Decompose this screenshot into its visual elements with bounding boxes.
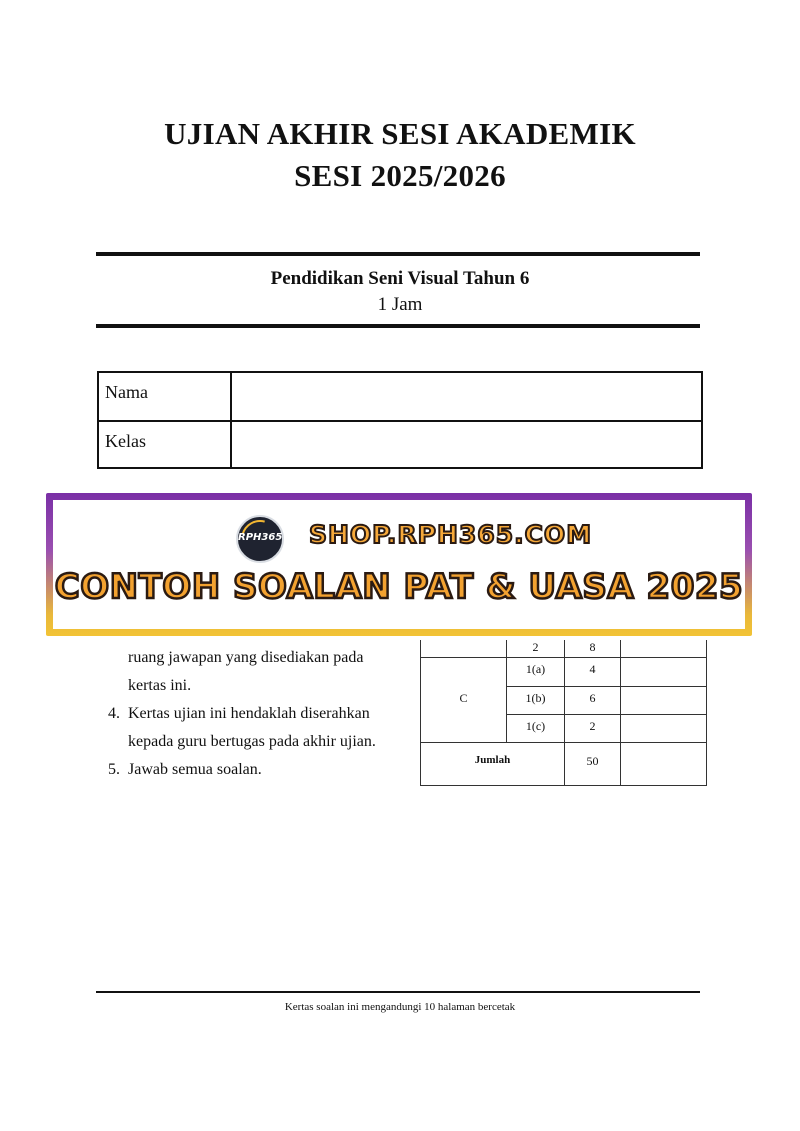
row-line (507, 686, 707, 687)
score-table (420, 640, 707, 786)
instruction-4-line2: kepada guru bertugas pada akhir ujian. (128, 733, 376, 750)
total-label: Jumlah (474, 754, 511, 766)
exam-duration: 1 Jam (377, 294, 423, 315)
instruction-4-line1: Kertas ujian ini hendaklah diserahkan (128, 705, 370, 722)
student-info-table (97, 371, 703, 469)
marks-cell: 6 (589, 691, 596, 705)
marks-cell: 4 (589, 662, 596, 676)
question-cell: 1(c) (525, 719, 546, 733)
subject-name: Pendidikan Seni Visual Tahun 6 (270, 268, 530, 289)
instruction-3-cont2: kertas ini. (128, 677, 192, 694)
logo-text: RPH365 (238, 532, 283, 543)
name-row (99, 373, 701, 420)
name-label: Nama (105, 382, 148, 402)
class-label: Kelas (105, 431, 146, 451)
instruction-4-number: 4. (108, 705, 120, 722)
marks-cell: 2 (589, 719, 596, 733)
instruction-5-number: 5. (108, 761, 120, 778)
question-cell: 1(a) (525, 662, 546, 676)
row-line (421, 657, 707, 658)
footer-rule (96, 991, 700, 993)
rph365-logo-icon (236, 515, 284, 563)
total-marks: 50 (586, 754, 599, 768)
marks-cell: 8 (589, 640, 596, 654)
question-cell: 1(b) (525, 691, 546, 705)
promo-banner[interactable] (46, 493, 752, 636)
instruction-5 (108, 756, 376, 784)
exam-title-line2: SESI 2025/2026 (294, 158, 506, 193)
column-divider (230, 373, 232, 420)
row-line (421, 742, 707, 743)
question-cell: 2 (532, 640, 539, 654)
column-divider (230, 422, 232, 469)
banner-headline: CONTOH SOALAN PAT & UASA 2025 (54, 567, 744, 607)
instruction-3-cont1: ruang jawapan yang disediakan pada (128, 649, 364, 666)
instruction-5-line1: Jawab semua soalan. (128, 761, 262, 778)
row-line (507, 714, 707, 715)
shop-url[interactable]: SHOP.RPH365.COM (309, 520, 593, 549)
section-c-cell: C (459, 691, 468, 705)
page-count-note: Kertas soalan ini mengandungi 10 halaman bercetak (284, 1001, 516, 1013)
top-rule (96, 252, 700, 256)
class-row (99, 422, 701, 469)
exam-title-line1: UJIAN AKHIR SESI AKADEMIK (164, 116, 636, 151)
instruction-4 (108, 700, 376, 728)
bottom-rule (96, 324, 700, 328)
instructions-list (108, 644, 376, 784)
col-line-marks (620, 640, 621, 786)
